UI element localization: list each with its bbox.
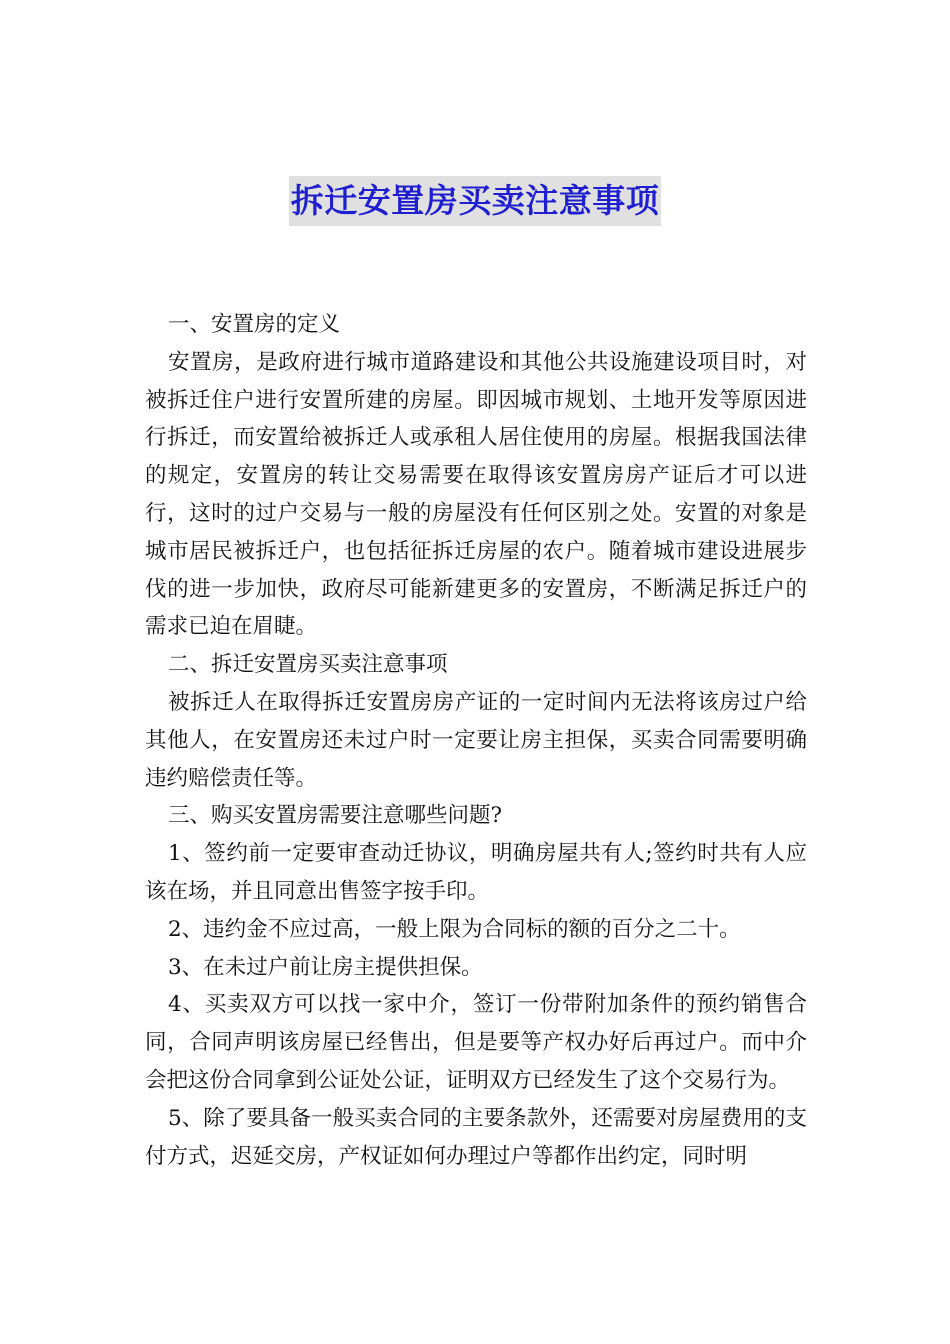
document-title: 拆迁安置房买卖注意事项 [289,176,662,226]
list-item-2: 2、违约金不应过高，一般上限为合同标的额的百分之二十。 [168,916,741,942]
list-item-5: 5、除了要具备一般买卖合同的主要条款外，还需要对房屋费用的支付方式，迟延交房，产权证如何办理过户等都作出约定，同时明 [145,1105,807,1169]
section-heading-issues: 三、购买安置房需要注意哪些问题? [168,803,503,829]
list-item-1: 1、签约前一定要审查动迁协议，明确房屋共有人;签约时共有人应该在场，并且同意出售签字按手印。 [145,841,807,904]
document-body [145,306,807,1175]
paragraph-definition: 安置房，是政府进行城市道路建设和其他公共设施建设项目时，对被拆迁住户进行安置所建的房屋。即因城市规划、土地开发等原因进行拆迁，而安置给被拆迁人或承租人居住使用的房屋。根据我国法律的规定，安置房的转让交易需要在取得该安置房房产证后才可以进行，这时的过户交易与一般的房屋没有任何区别之处。安置的对象是城市居民被拆迁户，也包括征拆迁房屋的农户。随着城市建设进展步伐的进一步加快，政府尽可能新建更多的安置房，不断满足拆迁户的需求已迫在眉睫。 [145,349,807,640]
section-heading-precautions: 二、拆迁安置房买卖注意事项 [168,652,448,678]
section-heading-definition: 一、安置房的定义 [168,312,341,337]
list-item-3: 3、在未过户前让房主提供担保。 [168,954,483,980]
list-item-4: 4、买卖双方可以找一家中介，签订一份带附加条件的预约销售合同，合同声明该房屋已经售出，但是要等产权办好后再过户。而中介会把这份合同拿到公证处公证，证明双方已经发生了这个交易行为。 [145,992,807,1093]
title-container [0,176,950,226]
paragraph-precautions: 被拆迁人在取得拆迁安置房房产证的一定时间内无法将该房过户给其他人，在安置房还未过户时一定要让房主担保，买卖合同需要明确违约赔偿责任等。 [145,689,807,791]
